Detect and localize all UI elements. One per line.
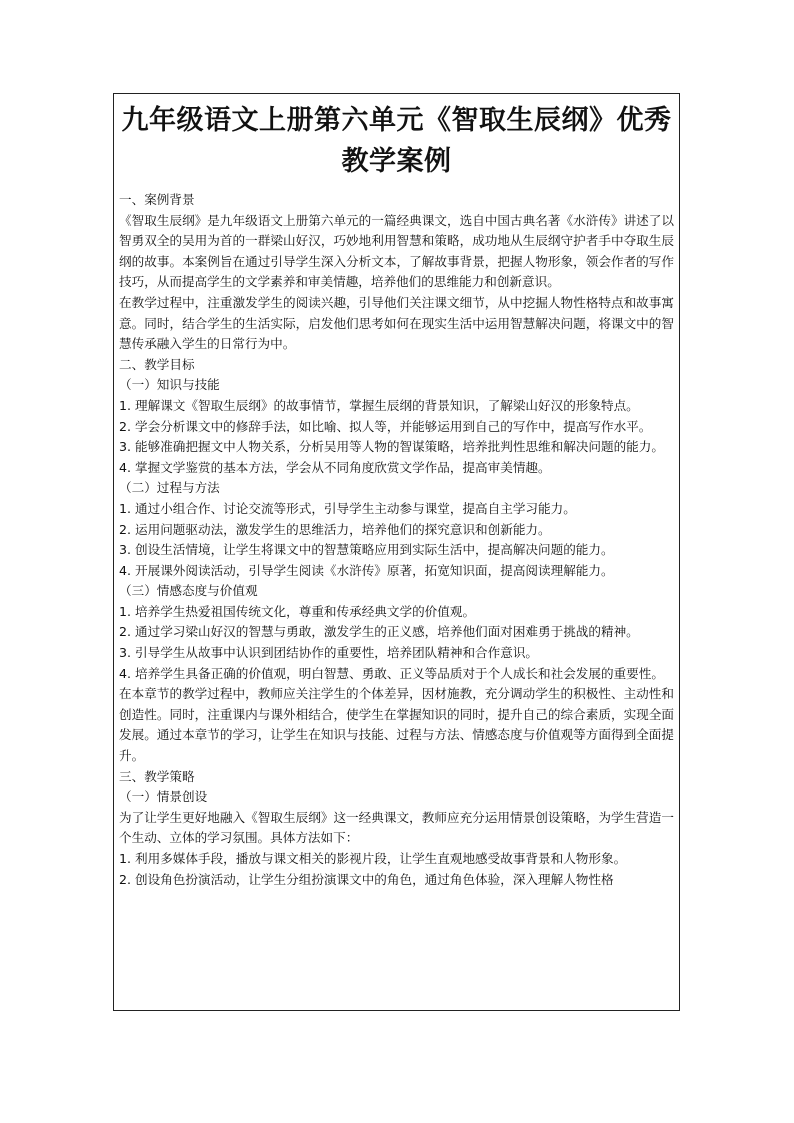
strategy-scenario-2: 2. 创设角色扮演活动，让学生分组扮演课文中的角色，通过角色体验，深入理解人物性格 <box>119 871 614 887</box>
document-body <box>114 190 679 890</box>
paragraph-scenario-intro: 为了让学生更好地融入《智取生辰纲》这一经典课文，教师应充分运用情景创设策略，为学生营造一个生动、立体的学习氛围。具体方法如下： <box>119 809 674 846</box>
goal-knowledge-2: 2. 学会分析课文中的修辞手法，如比喻、拟人等，并能够运用到自己的写作中，提高写作水平。 <box>119 418 652 434</box>
subheading-process-method: （二）过程与方法 <box>119 480 220 496</box>
goal-attitude-3: 3. 引导学生从故事中认识到团结协作的重要性，培养团队精神和合作意识。 <box>119 645 539 661</box>
goal-process-1: 1. 通过小组合作、讨论交流等形式，引导学生主动参与课堂，提高自主学习能力。 <box>119 500 576 516</box>
goal-attitude-2: 2. 通过学习梁山好汉的智慧与勇敢，激发学生的正义感，培养他们面对困难勇于挑战的精神。 <box>119 624 639 640</box>
heading-teaching-goals: 二、教学目标 <box>119 356 195 372</box>
subheading-knowledge-skills: （一）知识与技能 <box>119 377 220 393</box>
document-frame <box>113 93 680 1011</box>
subheading-scenario-creation: （一）情景创设 <box>119 789 208 805</box>
goal-attitude-1: 1. 培养学生热爱祖国传统文化，尊重和传承经典文学的价值观。 <box>119 603 476 619</box>
goal-process-4: 4. 开展课外阅读活动，引导学生阅读《水浒传》原著，拓宽知识面，提高阅读理解能力。 <box>119 562 614 578</box>
strategy-scenario-1: 1. 利用多媒体手段，播放与课文相关的影视片段，让学生直观地感受故事背景和人物形象。 <box>119 851 627 866</box>
paragraph-teaching-process: 在教学过程中，注重激发学生的阅读兴趣，引导他们关注课文细节，从中挖掘人物性格特点和故事寓意。同时，结合学生的生活实际，启发他们思考如何在现实生活中运用智慧解决问题，将课文中的智慧传承融入学生的日常行为中。 <box>119 294 674 352</box>
goal-knowledge-4: 4. 掌握文学鉴赏的基本方法，学会从不同角度欣赏文学作品，提高审美情趣。 <box>119 459 551 475</box>
goal-process-3: 3. 创设生活情境，让学生将课文中的智慧策略应用到实际生活中，提高解决问题的能力。 <box>119 542 614 558</box>
subheading-attitude-values: （三）情感态度与价值观 <box>119 583 258 599</box>
paragraph-background-intro: 《智取生辰纲》是九年级语文上册第六单元的一篇经典课文，选自中国古典名著《水浒传》讲述了以智勇双全的吴用为首的一群梁山好汉，巧妙地利用智慧和策略，成功地从生辰纲守护者手中夺取生辰纲的故事。本案例旨在通过引导学生深入分析文本，了解故事背景，把握人物形象，领会作者的写作技巧，从而提高学生的文学素养和审美情趣，培养他们的思维能力和创新意识。 <box>119 212 674 290</box>
heading-case-background: 一、案例背景 <box>119 192 195 207</box>
goal-attitude-4: 4. 培养学生具备正确的价值观，明白智慧、勇敢、正义等品质对于个人成长和社会发展的重要性。 <box>119 665 664 681</box>
goal-process-2: 2. 运用问题驱动法，激发学生的思维活力，培养他们的探究意识和创新能力。 <box>119 521 551 537</box>
goal-knowledge-1: 1. 理解课文《智取生辰纲》的故事情节，掌握生辰纲的背景知识，了解梁山好汉的形象特点。 <box>119 397 639 413</box>
paragraph-teaching-summary: 在本章节的教学过程中，教师应关注学生的个体差异，因材施教，充分调动学生的积极性、主动性和创造性。同时，注重课内与课外相结合，使学生在掌握知识的同时，提升自己的综合素质，实现全面发展。通过本章节的学习，让学生在知识与技能、过程与方法、情感态度与价值观等方面得到全面提升。 <box>119 686 674 764</box>
heading-teaching-strategy: 三、教学策略 <box>119 768 195 784</box>
goal-knowledge-3: 3. 能够准确把握文中人物关系，分析吴用等人物的智谋策略，培养批判性思维和解决问题的能力。 <box>119 439 664 455</box>
document-title: 九年级语文上册第六单元《智取生辰纲》优秀教学案例 <box>121 105 672 177</box>
